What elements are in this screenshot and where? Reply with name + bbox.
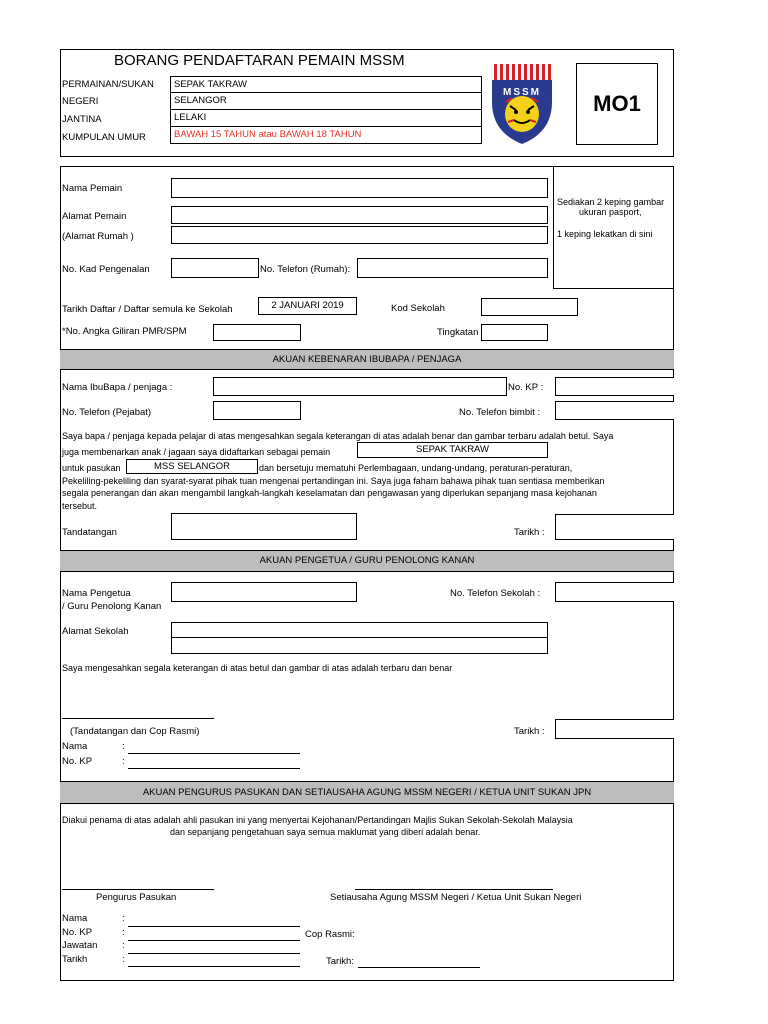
angka-giliran-field[interactable] xyxy=(213,324,301,341)
tarikh-daftar-field[interactable]: 2 JANUARI 2019 xyxy=(258,297,357,315)
principal-sign-label: (Tandatangan dan Cop Rasmi) xyxy=(70,726,200,737)
manager-section-band: AKUAN PENGURUS PASUKAN DAN SETIAUSAHA AGUNG MSSM NEGERI / KETUA UNIT SUKAN JPN xyxy=(60,781,674,804)
alamat-rumah-label: (Alamat Rumah ) xyxy=(62,231,134,242)
manager-kp-line[interactable] xyxy=(128,940,300,941)
pengurus-sign-line xyxy=(62,889,214,890)
parent-sign-field[interactable] xyxy=(171,513,357,540)
school-tel-field[interactable] xyxy=(555,582,674,602)
parent-team-field[interactable]: MSS SELANGOR xyxy=(126,459,258,474)
school-address-label: Alamat Sekolah xyxy=(62,626,129,637)
parent-sign-label: Tandatangan xyxy=(62,527,117,538)
alamat-pemain-field-1[interactable] xyxy=(171,206,548,224)
header-label-sukan: PERMAINAN/SUKAN xyxy=(62,79,154,90)
parent-statement-line-3b: dan bersetuju mematuhi Perlembagaan, undang-undang, peraturan-peraturan, xyxy=(259,463,573,473)
photo-box-left xyxy=(553,166,554,289)
header-label-umur: KUMPULAN UMUR xyxy=(62,132,146,143)
manager-tarikh-label: Tarikh xyxy=(62,954,88,965)
header-value-sukan[interactable]: SEPAK TAKRAW xyxy=(170,76,482,93)
setiausaha-label: Setiausaha Agung MSSM Negeri / Ketua Unit Sukan Negeri xyxy=(330,892,582,903)
nama-pemain-field[interactable] xyxy=(171,178,548,198)
ic-field[interactable] xyxy=(171,258,259,278)
parent-kp-field[interactable] xyxy=(555,377,674,396)
tarikh-daftar-label: Tarikh Daftar / Daftar semula ke Sekolah xyxy=(62,304,233,315)
manager-nama-line[interactable] xyxy=(128,926,300,927)
parent-statement-line-1: Saya bapa / penjaga kepada pelajar di atas mengesahkan segala keterangan di atas adalah benar dan gambar terbaru adalah betul. Saya xyxy=(62,431,614,441)
phone-rumah-field[interactable] xyxy=(357,258,548,278)
manager-jawatan-label: Jawatan xyxy=(62,940,98,951)
principal-tarikh-field[interactable] xyxy=(555,719,674,739)
tel-bimbit-label: No. Telefon bimbit : xyxy=(459,407,541,418)
parent-tarikh-field[interactable] xyxy=(555,514,674,540)
mssm-logo xyxy=(490,62,554,146)
section-top-border xyxy=(60,166,674,167)
parent-statement-line-3a: untuk pasukan xyxy=(62,463,121,473)
section-left-border xyxy=(60,166,61,980)
header-label-negeri: NEGERI xyxy=(62,96,99,107)
logo-text: MSSM xyxy=(503,87,541,98)
school-address-field-2[interactable] xyxy=(171,637,548,654)
manager-nama-colon: : xyxy=(122,913,125,924)
cop-rasmi-label: Cop Rasmi: xyxy=(305,929,355,940)
parent-name-label: Nama IbuBapa / penjaga : xyxy=(62,382,173,393)
section-right-border xyxy=(673,166,674,980)
tarikh2-line[interactable] xyxy=(358,967,480,968)
principal-section-band: AKUAN PENGETUA / GURU PENOLONG KANAN xyxy=(60,550,674,572)
section-bottom-border xyxy=(60,980,674,981)
principal-nama-label: Nama xyxy=(62,741,88,752)
principal-nama-colon: : xyxy=(122,741,125,752)
manager-statement-2: dan sepanjang pengetahuan saya semua maklumat yang diberi adalah benar. xyxy=(170,827,481,837)
parent-kp-label: No. KP : xyxy=(508,382,544,393)
parent-statement-line-6: tersebut. xyxy=(62,501,98,511)
parent-statement-line-5: segala penerangan dan akan mengambil langkah-langkah keselamatan dan pengawasan yang diperlukan sepanjang masa kejohanan xyxy=(62,488,597,498)
principal-sign-line xyxy=(62,718,214,719)
principal-tarikh-label: Tarikh : xyxy=(514,726,545,737)
form-code: MO1 xyxy=(593,91,641,116)
nama-pemain-label: Nama Pemain xyxy=(62,183,123,194)
tel-bimbit-field[interactable] xyxy=(555,401,674,420)
kod-sekolah-field[interactable] xyxy=(481,298,578,316)
manager-kp-label: No. KP xyxy=(62,927,93,938)
manager-tarikh-colon: : xyxy=(122,954,125,965)
tingkatan-label: Tingkatan xyxy=(437,327,479,338)
form-title: BORANG PENDAFTARAN PEMAIN MSSM xyxy=(114,52,405,69)
manager-tarikh-line[interactable] xyxy=(128,966,300,967)
tarikh2-label: Tarikh: xyxy=(326,956,354,967)
kod-sekolah-label: Kod Sekolah xyxy=(391,303,445,314)
photo-box-bottom xyxy=(553,288,673,289)
tingkatan-field[interactable] xyxy=(481,324,548,341)
setiausaha-sign-line xyxy=(355,889,553,890)
parent-tarikh-label: Tarikh : xyxy=(514,527,545,538)
header-value-umur[interactable]: BAWAH 15 TAHUN atau BAWAH 18 TAHUN xyxy=(170,126,482,144)
principal-nama-line[interactable] xyxy=(128,753,300,754)
phone-rumah-label: No. Telefon (Rumah): xyxy=(260,264,351,275)
parent-section-band: AKUAN KEBENARAN IBUBAPA / PENJAGA xyxy=(60,349,674,370)
manager-kp-colon: : xyxy=(122,927,125,938)
photo-note-2: ukuran pasport, xyxy=(579,207,642,217)
header-value-negeri[interactable]: SELANGOR xyxy=(170,92,482,110)
parent-statement-line-2: juga membenarkan anak / jagaan saya didaftarkan sebagai pemain xyxy=(62,447,331,457)
photo-note-1: Sediakan 2 keping gambar xyxy=(557,197,665,207)
principal-kp-label: No. KP xyxy=(62,756,93,767)
principal-kp-line[interactable] xyxy=(128,768,300,769)
school-address-field-1[interactable] xyxy=(171,622,548,638)
alamat-pemain-label: Alamat Pemain xyxy=(62,211,127,222)
pengurus-label: Pengurus Pasukan xyxy=(96,892,177,903)
principal-name-label-2: / Guru Penolong Kanan xyxy=(62,601,162,612)
tel-pejabat-label: No. Telefon (Pejabat) xyxy=(62,407,152,418)
parent-name-field[interactable] xyxy=(213,377,507,396)
parent-statement-line-4: Pekeliling-pekeliling dan syarat-syarat pihak tuan mengenai pertandingan ini. Saya juga faham bahawa pihak tuan sentiasa memberikan xyxy=(62,476,605,486)
principal-statement: Saya mengesahkan segala keterangan di atas betul dan gambar di atas adalah terbaru dan benar xyxy=(62,663,453,673)
school-tel-label: No. Telefon Sekolah : xyxy=(450,588,541,599)
manager-jawatan-line[interactable] xyxy=(128,953,300,954)
principal-name-label-1: Nama Pengetua xyxy=(62,588,131,599)
parent-sport-field[interactable]: SEPAK TAKRAW xyxy=(357,442,548,458)
tel-pejabat-field[interactable] xyxy=(213,401,301,420)
principal-kp-colon: : xyxy=(122,756,125,767)
mssm-logo-icon xyxy=(490,62,554,146)
photo-note-3: 1 keping lekatkan di sini xyxy=(557,229,653,239)
header-label-jantina: JANTINA xyxy=(62,114,102,125)
manager-nama-label: Nama xyxy=(62,913,88,924)
principal-name-field[interactable] xyxy=(171,582,357,602)
header-value-jantina[interactable]: LELAKI xyxy=(170,109,482,127)
manager-statement-1: Diakui penama di atas adalah ahli pasukan ini yang menyertai Kejohanan/Pertandingan Majlis Sukan Sekolah-Sekolah Malaysia xyxy=(62,815,573,825)
alamat-pemain-field-2[interactable] xyxy=(171,226,548,244)
angka-giliran-label: *No. Angka Giliran PMR/SPM xyxy=(62,326,187,337)
manager-jawatan-colon: : xyxy=(122,940,125,951)
ic-label: No. Kad Pengenalan xyxy=(62,264,150,275)
